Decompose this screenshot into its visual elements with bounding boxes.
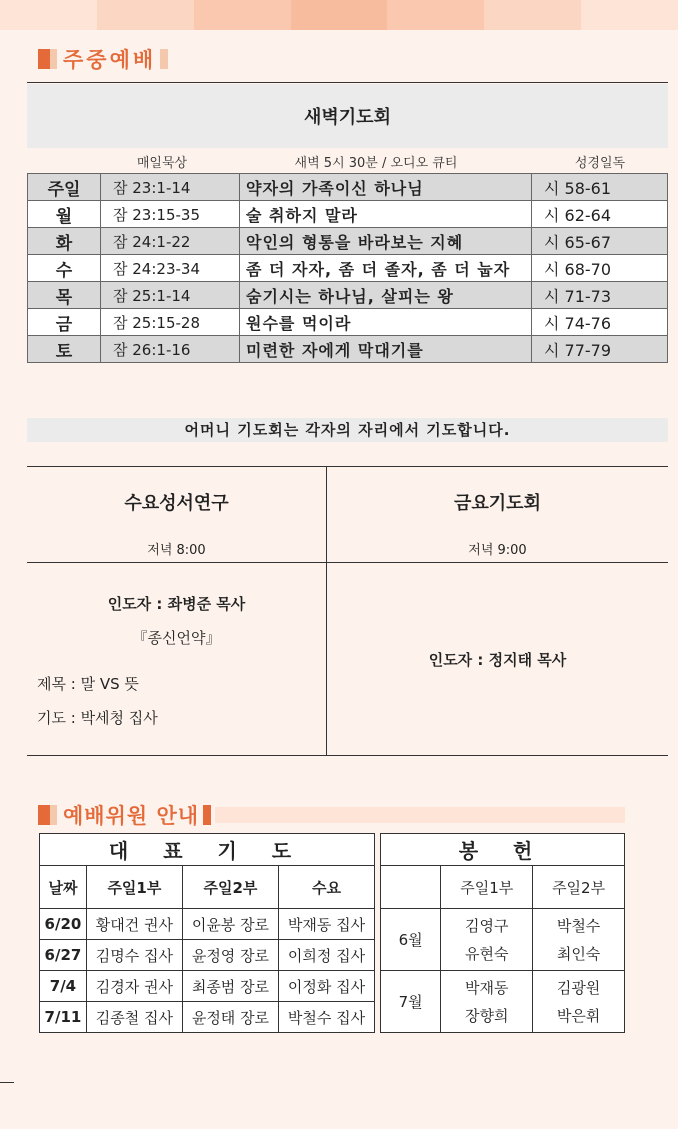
prayer-col-wednesday: 수요 [278, 866, 374, 909]
name: 박철수 [556, 916, 601, 935]
reading-cell: 시 65-67 [532, 228, 668, 255]
friday-leader: 인도자 : 정지태 목사 [428, 651, 567, 669]
ref-cell: 잠 25:1-14 [101, 282, 240, 309]
reading-cell: 시 58-61 [532, 174, 668, 201]
title-cell: 악인의 형통을 바라보는 지혜 [240, 228, 532, 255]
col-time: 새벽 5시 30분 / 오디오 큐티 [294, 156, 458, 171]
wednesday-title: 수요성서연구 [124, 493, 229, 514]
title-marker-icon [38, 49, 50, 69]
prayer-col-service1: 주일1부 [86, 866, 182, 909]
top-bar-segment [291, 0, 388, 30]
table-row [40, 940, 375, 971]
title-marker-icon [38, 805, 50, 825]
title-cell: 술 취하지 말라 [240, 201, 532, 228]
month-cell: 6월 [381, 909, 441, 971]
name-cell: 박철수 집사 [278, 1002, 374, 1033]
title-marker-icon [160, 49, 168, 69]
name-cell: 황대건 권사 [86, 909, 182, 940]
offering-col-month [381, 866, 441, 909]
date-cell: 7/11 [40, 1002, 87, 1033]
title-cell: 원수를 먹이라 [240, 309, 532, 336]
name-cell: 김명수 집사 [86, 940, 182, 971]
top-bar-segment [0, 0, 97, 30]
section-title-weekly [38, 44, 168, 74]
month-cell: 7월 [381, 971, 441, 1033]
ref-cell: 잠 25:15-28 [101, 309, 240, 336]
table-row [28, 309, 668, 336]
divider [27, 82, 668, 83]
col-daily-meditation: 매일묵상 [136, 156, 188, 171]
offering-table [380, 833, 625, 1033]
table-row [28, 228, 668, 255]
wednesday-book: 『종신언약』 [132, 629, 221, 647]
day-cell: 수 [28, 255, 101, 282]
date-cell: 7/4 [40, 971, 87, 1002]
title-marker-icon [50, 805, 57, 825]
reading-cell: 시 62-64 [532, 201, 668, 228]
day-cell: 주일 [28, 174, 101, 201]
wednesday-prayer: 기도 : 박세청 집사 [37, 709, 158, 727]
offering-col-service2: 주일2부 [533, 866, 625, 909]
table-row [40, 1002, 375, 1033]
table-row [28, 336, 668, 363]
divider [0, 1082, 14, 1083]
ref-cell: 잠 23:1-14 [101, 174, 240, 201]
title-cell: 숨기시는 하나님, 살피는 왕 [240, 282, 532, 309]
ref-cell: 잠 24:23-34 [101, 255, 240, 282]
prayer-col-date: 날짜 [40, 866, 87, 909]
name-cell: 이윤봉 장로 [182, 909, 278, 940]
title-underline-band [215, 807, 625, 823]
name: 김광원 [556, 978, 601, 997]
col-bible-reading: 성경일독 [574, 156, 626, 171]
wed-fri-section [27, 466, 668, 756]
top-decorative-bar [0, 0, 678, 30]
ref-cell: 잠 23:15-35 [101, 201, 240, 228]
reading-cell: 시 71-73 [532, 282, 668, 309]
top-bar-segment [581, 0, 678, 30]
divider [27, 562, 668, 563]
day-cell: 월 [28, 201, 101, 228]
representative-prayer-table [39, 833, 375, 1033]
mother-prayer-notice: 어머니 기도회는 각자의 자리에서 기도합니다. [27, 418, 668, 442]
table-row [40, 909, 375, 940]
name-cell: 이정화 집사 [278, 971, 374, 1002]
reading-cell: 시 77-79 [532, 336, 668, 363]
name-cell: 이희정 집사 [278, 940, 374, 971]
wednesday-topic: 제목 : 말 VS 뜻 [37, 675, 139, 693]
date-cell: 6/20 [40, 909, 87, 940]
day-cell: 금 [28, 309, 101, 336]
reading-cell: 시 74-76 [532, 309, 668, 336]
name-cell: 박재동 집사 [278, 909, 374, 940]
name-cell [441, 909, 533, 971]
friday-time: 저녁 9:00 [468, 543, 527, 558]
top-bar-segment [97, 0, 194, 30]
name-cell [533, 971, 625, 1033]
title-marker-icon [203, 805, 211, 825]
name: 박재동 [464, 978, 509, 997]
table-row [40, 971, 375, 1002]
table-row [28, 255, 668, 282]
name-cell: 김종철 집사 [86, 1002, 182, 1033]
table-row [28, 201, 668, 228]
date-cell: 6/27 [40, 940, 87, 971]
section-title-text: 주중예배 [63, 48, 157, 72]
table-row [381, 971, 625, 1033]
offering-col-service1: 주일1부 [441, 866, 533, 909]
name-cell: 김경자 권사 [86, 971, 182, 1002]
name-cell [441, 971, 533, 1033]
name-cell [533, 909, 625, 971]
table-row [381, 909, 625, 971]
dawn-prayer-header: 새벽기도회 [27, 84, 668, 148]
title-cell: 미련한 자에게 막대기를 [240, 336, 532, 363]
wednesday-leader: 인도자 : 좌병준 목사 [107, 595, 246, 613]
section-title-committee [38, 800, 625, 830]
dawn-schedule-table [27, 173, 668, 363]
prayer-table-title: 대 표 기 도 [40, 834, 375, 866]
table-row [28, 174, 668, 201]
friday-title: 금요기도회 [454, 493, 541, 514]
reading-cell: 시 68-70 [532, 255, 668, 282]
ref-cell: 잠 26:1-16 [101, 336, 240, 363]
name-cell: 윤정태 장로 [182, 1002, 278, 1033]
name-cell: 윤정영 장로 [182, 940, 278, 971]
name: 김영구 [464, 916, 509, 935]
table-row [28, 282, 668, 309]
section-title-text: 예배위원 안내 [63, 804, 200, 828]
top-bar-segment [484, 0, 581, 30]
name: 박은휘 [556, 1006, 601, 1025]
top-bar-segment [194, 0, 291, 30]
name: 최인숙 [556, 944, 601, 963]
title-marker-icon [50, 49, 57, 69]
name: 유현숙 [464, 944, 509, 963]
title-cell: 약자의 가족이신 하나님 [240, 174, 532, 201]
prayer-col-service2: 주일2부 [182, 866, 278, 909]
day-cell: 화 [28, 228, 101, 255]
name-cell: 최종범 장로 [182, 971, 278, 1002]
ref-cell: 잠 24:1-22 [101, 228, 240, 255]
title-cell: 좀 더 자자, 좀 더 졸자, 좀 더 눕자 [240, 255, 532, 282]
day-cell: 토 [28, 336, 101, 363]
day-cell: 목 [28, 282, 101, 309]
top-bar-segment [387, 0, 484, 30]
offering-table-title: 봉 헌 [381, 834, 625, 866]
name: 장향희 [464, 1006, 509, 1025]
wednesday-time: 저녁 8:00 [147, 543, 206, 558]
